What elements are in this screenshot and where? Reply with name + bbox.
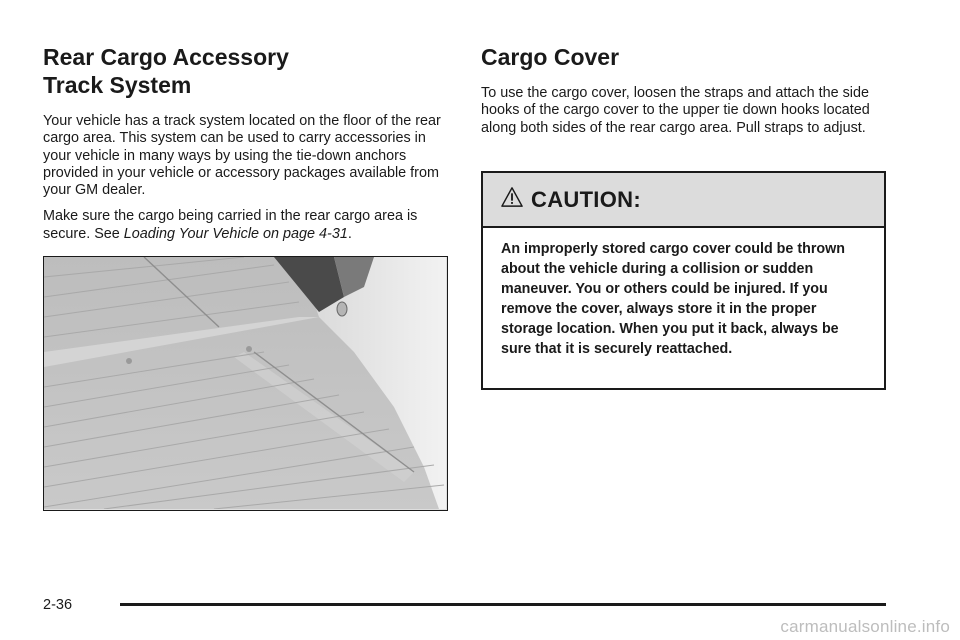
loading-vehicle-reference-link[interactable]: Loading Your Vehicle on page 4-31 bbox=[123, 225, 348, 242]
track-system-paragraph: Your vehicle has a track system located on the floor of the rear cargo area. This system can be used to carry accessories in your vehicle in many ways by using the tie-down anchors provided in your vehicle or accessory packages available from your GM dealer. bbox=[43, 113, 441, 199]
cargo-area-photo bbox=[43, 256, 448, 511]
secure-cargo-tail: . bbox=[347, 225, 352, 242]
cargo-cover-paragraph: To use the cargo cover, loosen the straps and attach the side hooks of the cargo cover to the upper tie down hooks located along both sides of the rear cargo area. Pull straps to adjust. bbox=[481, 85, 870, 136]
right-column bbox=[481, 43, 886, 137]
secure-cargo-text: Make sure the cargo being carried in the rear cargo area is secure. See bbox=[43, 208, 418, 242]
left-column bbox=[43, 43, 448, 243]
section-heading-rear-cargo bbox=[43, 43, 448, 99]
caution-header bbox=[483, 173, 884, 228]
caution-title: CAUTION: bbox=[531, 186, 641, 212]
heading-line-1: Rear Cargo Accessory bbox=[43, 44, 289, 70]
page-number: 2-36 bbox=[43, 597, 73, 613]
section-heading-cargo-cover: Cargo Cover bbox=[481, 44, 620, 70]
cargo-floor-illustration bbox=[44, 257, 446, 509]
secure-cargo-paragraph bbox=[43, 208, 448, 243]
caution-box bbox=[481, 171, 886, 390]
warning-triangle-icon bbox=[501, 186, 523, 208]
footer-divider bbox=[120, 603, 886, 606]
watermark: carmanualsonline.info bbox=[780, 617, 950, 636]
heading-line-2: Track System bbox=[43, 72, 192, 98]
caution-text: An improperly stored cargo cover could be thrown about the vehicle during a collision or sudden maneuver. You or others could be injured. If you remove the cover, always store it in the proper storage location. When you put it back, always be sure that it is securely reattached. bbox=[501, 241, 845, 357]
